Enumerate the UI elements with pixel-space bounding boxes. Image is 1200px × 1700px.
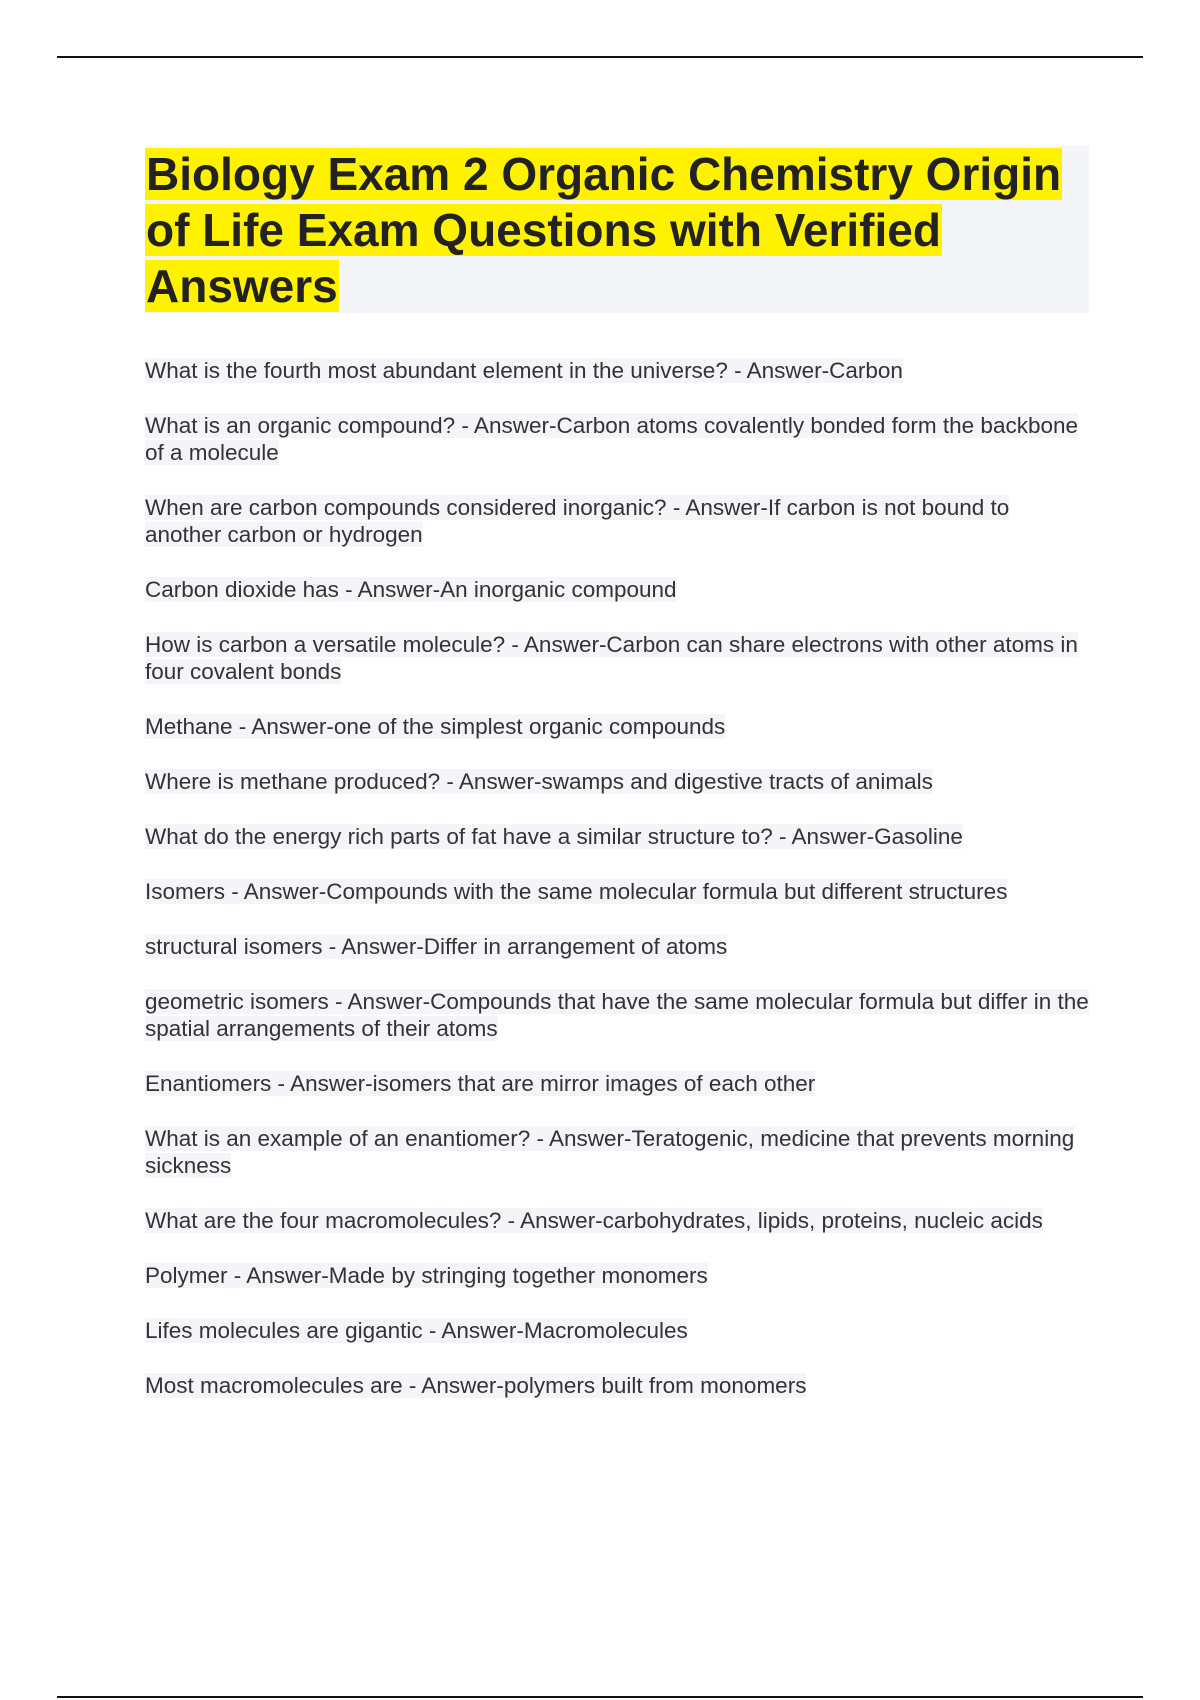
qa-entry (145, 1124, 1089, 1180)
qa-entry (145, 575, 1089, 604)
qa-entry (145, 1371, 1089, 1400)
qa-entry (145, 932, 1089, 961)
document-title (145, 146, 1089, 314)
qa-entry (145, 356, 1089, 385)
qa-entry-text: What do the energy rich parts of fat have a similar structure to? - Answer-Gasoline (145, 824, 963, 849)
qa-entry-text: What is an example of an enantiomer? - Answer-Teratogenic, medicine that prevents morning sickness (145, 1126, 1075, 1178)
qa-entry (145, 493, 1089, 549)
qa-entry-text: What are the four macromolecules? - Answer-carbohydrates, lipids, proteins, nucleic acids (145, 1208, 1043, 1233)
qa-entry-text: How is carbon a versatile molecule? - Answer-Carbon can share electrons with other atoms in four covalent bonds (145, 632, 1078, 684)
qa-entry-text: Enantiomers - Answer-isomers that are mirror images of each other (145, 1071, 816, 1096)
document-title-text: Biology Exam 2 Organic Chemistry Origin of Life Exam Questions with Verified Answers (146, 148, 1062, 312)
qa-entry-text: Lifes molecules are gigantic - Answer-Macromolecules (145, 1318, 688, 1343)
qa-entry-text: When are carbon compounds considered inorganic? - Answer-If carbon is not bound to another carbon or hydrogen (145, 495, 1010, 547)
qa-entry (145, 822, 1089, 851)
qa-entry-text: Polymer - Answer-Made by stringing together monomers (145, 1263, 708, 1288)
bottom-page-rule (57, 1696, 1143, 1698)
qa-entry-text: Isomers - Answer-Compounds with the same molecular formula but different structures (145, 879, 1008, 904)
qa-entry-text: What is an organic compound? - Answer-Carbon atoms covalently bonded form the backbone of a molecule (145, 413, 1079, 465)
qa-entry (145, 1069, 1089, 1098)
qa-entry-text: What is the fourth most abundant element in the universe? - Answer-Carbon (145, 358, 903, 383)
qa-entry (145, 1261, 1089, 1290)
qa-entry-text: Where is methane produced? - Answer-swamps and digestive tracts of animals (145, 769, 933, 794)
title-block (145, 146, 1089, 313)
qa-entry-text: geometric isomers - Answer-Compounds that have the same molecular formula but differ in the spatial arrangements of their atoms (145, 989, 1089, 1041)
question-answer-list (145, 356, 1089, 1426)
qa-entry-text: Carbon dioxide has - Answer-An inorganic compound (145, 577, 677, 602)
qa-entry (145, 1206, 1089, 1235)
qa-entry (145, 630, 1089, 686)
qa-entry-text: structural isomers - Answer-Differ in arrangement of atoms (145, 934, 728, 959)
qa-entry (145, 712, 1089, 741)
qa-entry-text: Most macromolecules are - Answer-polymers built from monomers (145, 1373, 807, 1398)
qa-entry (145, 1316, 1089, 1345)
qa-entry-text: Methane - Answer-one of the simplest organic compounds (145, 714, 726, 739)
qa-entry (145, 411, 1089, 467)
top-page-rule (57, 56, 1143, 58)
qa-entry (145, 767, 1089, 796)
qa-entry (145, 877, 1089, 906)
qa-entry (145, 987, 1089, 1043)
